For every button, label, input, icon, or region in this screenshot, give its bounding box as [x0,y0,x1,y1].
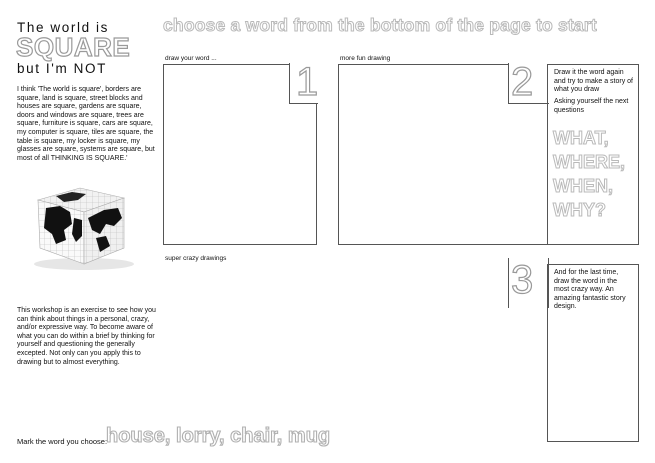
question-what: WHAT, [553,128,609,148]
drawing-box-3[interactable] [163,308,548,309]
box2-label: more fun drawing [340,55,391,62]
box1-label: draw your word ... [165,55,217,62]
intro-text: I think 'The world is square', borders are square, land is square, street blocks and houses are square, gardens are square, doors and windows are square, trees are square, furniture is square, cars are square, my computer is square, tiles are square, the table is square, my locker is square, my glasses are square, systems are square, but most of all THINKING IS SQUARE.' [17,86,155,162]
title-line1: The world is [17,20,109,35]
instruction-heading: choose a word from the bottom of the page to start [163,15,597,35]
question-where: WHERE, [553,152,625,172]
globe-cube-image [26,178,136,273]
box2-number: 2 [511,60,534,104]
footer-words[interactable]: house, lorry, chair, mug [106,425,331,447]
box1-number: 1 [296,60,319,104]
workshop-text: This workshop is an exercise to see how you can think about things in a personal, crazy, and/or expressive way. To become aware of what you can do within a brief by thinking for yourself and questioning the generally excepted. Not only can you apply this to drawing but to almost everything. [17,307,156,366]
title-line3: but I'm NOT [17,61,107,76]
footer-prompt: Mark the word you choose: [17,437,108,446]
side3-text: And for the last time, draw the word in the most crazy way. An amazing fantastic story design. [554,269,626,311]
question-when: WHEN, [553,176,613,196]
question-why: WHY? [553,200,606,220]
box3-label: super crazy drawings [165,255,227,262]
side2-text1: Draw it the word again and try to make a story of what you draw [554,69,633,94]
side2-text2: Asking yourself the next questions [554,98,629,114]
box3-number: 3 [511,258,534,302]
title-square: SQUARE [16,32,131,62]
